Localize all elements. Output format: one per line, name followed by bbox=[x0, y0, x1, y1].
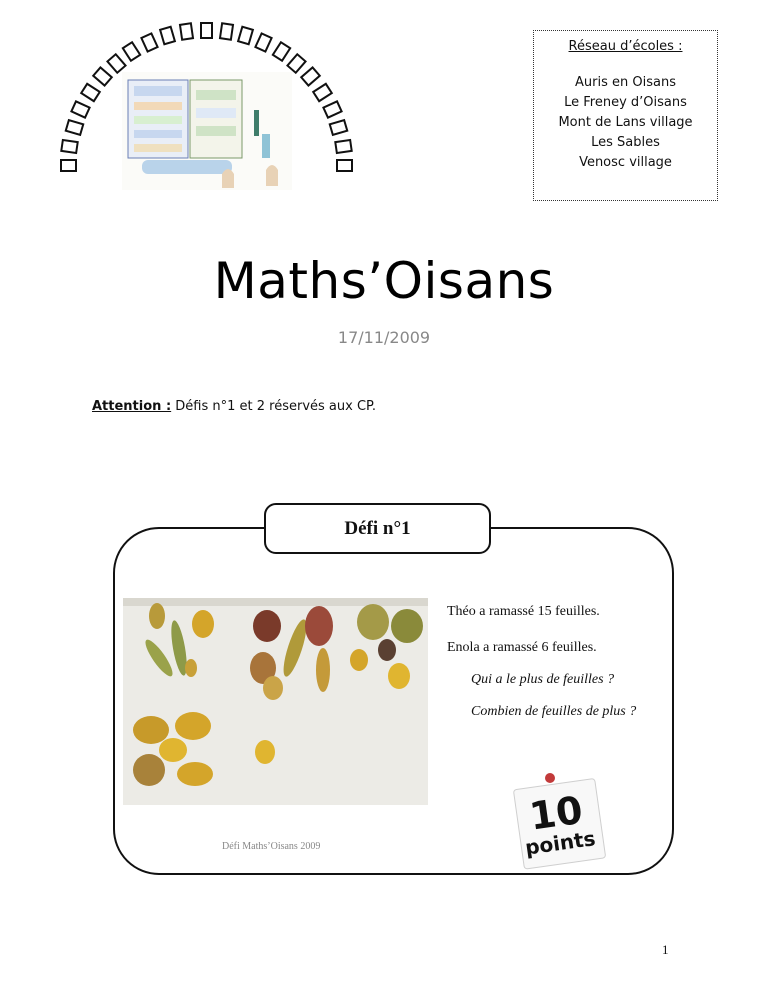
children-drawing-image bbox=[122, 72, 292, 190]
arc-glyph bbox=[106, 53, 127, 74]
attention-text: Défis n°1 et 2 réservés aux CP. bbox=[171, 399, 376, 414]
arc-glyph bbox=[334, 139, 353, 154]
arc-glyph bbox=[140, 32, 159, 53]
arc-glyph bbox=[80, 82, 101, 102]
arc-glyph bbox=[92, 66, 113, 87]
school-network-box bbox=[533, 30, 718, 201]
arc-glyph bbox=[61, 139, 80, 154]
points-value: 10 bbox=[526, 787, 586, 839]
school-list bbox=[534, 73, 717, 173]
school-name: Mont de Lans village bbox=[558, 115, 693, 130]
school-name: Venosc village bbox=[579, 155, 672, 170]
arc-glyph bbox=[159, 26, 176, 46]
arc-glyph bbox=[286, 53, 307, 74]
points-badge bbox=[510, 770, 606, 870]
arc-glyph bbox=[336, 159, 353, 172]
challenge-title: Défi n°1 bbox=[264, 503, 491, 554]
arc-glyph bbox=[64, 119, 84, 136]
leaves-photo bbox=[123, 598, 428, 805]
arc-glyph bbox=[300, 66, 321, 87]
arc-glyph bbox=[254, 32, 273, 53]
arc-glyph bbox=[329, 119, 349, 136]
challenge-question: Qui a le plus de feuilles ? bbox=[471, 672, 615, 687]
school-name: Auris en Oisans bbox=[575, 75, 676, 90]
arc-glyph bbox=[179, 22, 194, 41]
page-number: 1 bbox=[662, 942, 669, 957]
challenge-footer: Défi Maths’Oisans 2009 bbox=[222, 841, 321, 852]
school-name: Les Sables bbox=[591, 135, 660, 150]
arc-glyph bbox=[122, 41, 142, 62]
points-label: points bbox=[523, 826, 597, 860]
page-date: 17/11/2009 bbox=[337, 328, 431, 347]
arc-glyph bbox=[237, 26, 254, 46]
attention-label: Attention : bbox=[92, 399, 172, 414]
pin-icon bbox=[545, 773, 555, 783]
challenge-statement: Théo a ramassé 15 feuilles. bbox=[447, 604, 600, 619]
challenge-question: Combien de feuilles de plus ? bbox=[471, 704, 637, 719]
arc-glyph bbox=[200, 22, 213, 39]
challenge-statement: Enola a ramassé 6 feuilles. bbox=[447, 640, 597, 655]
arc-glyph bbox=[322, 100, 343, 119]
attention-note bbox=[92, 399, 376, 414]
arc-glyph bbox=[218, 22, 233, 41]
page-title: Maths’Oisans bbox=[213, 252, 555, 310]
arc-glyph bbox=[60, 159, 77, 172]
school-name: Le Freney d’Oisans bbox=[564, 95, 687, 110]
arc-glyph bbox=[71, 100, 92, 119]
network-title: Réseau d’écoles : bbox=[568, 39, 683, 54]
arc-glyph bbox=[271, 41, 291, 62]
arc-glyph bbox=[312, 82, 333, 102]
